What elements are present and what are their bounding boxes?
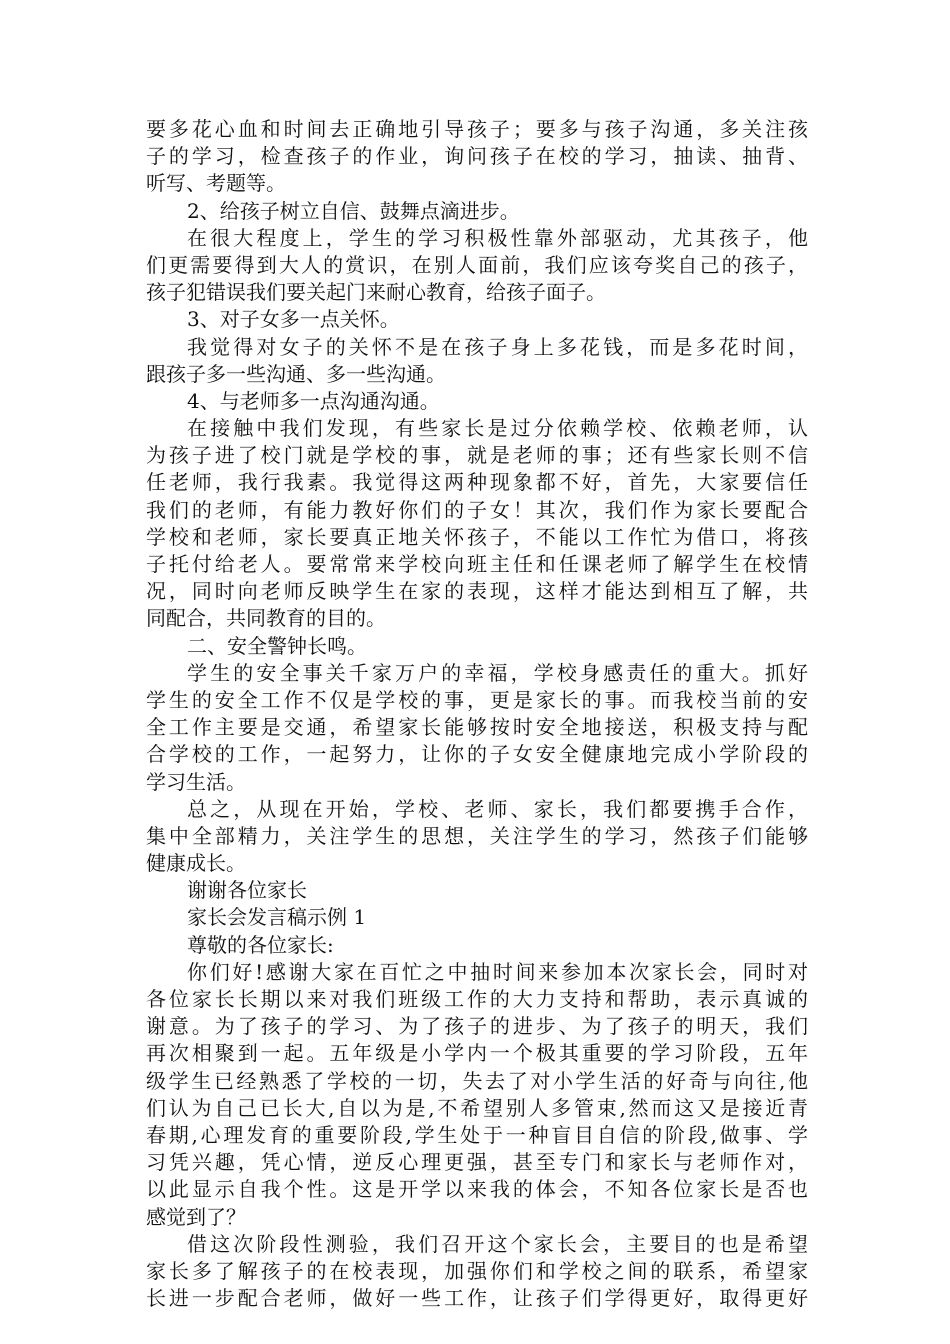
text-line: 子托付给老人。要常常来学校向班主任和任课老师了解学生在校情 xyxy=(146,552,808,576)
text-line: 子的学习，检查孩子的作业，询问孩子在校的学习，抽读、抽背、 xyxy=(146,144,808,169)
closing-line: 谢谢各位家长 xyxy=(187,878,307,903)
text-line: 跟孩子多一些沟通、多一些沟通。 xyxy=(146,361,446,386)
text-line: 你们好!感谢大家在百忙之中抽时间来参加本次家长会，同时对 xyxy=(187,959,808,984)
section-heading: 二、安全警钟长鸣。 xyxy=(187,633,367,658)
text-line: 级学生已经熟悉了学校的一切，失去了对小学生活的好奇与向往,他 xyxy=(146,1068,808,1093)
text-line: 同配合，共同教育的目的。 xyxy=(146,606,386,631)
text-line: 况，同时向老师反映学生在家的表现，这样才能达到相互了解，共 xyxy=(146,579,808,604)
section-heading: 2、给孩子树立自信、鼓舞点滴进步。 xyxy=(187,198,520,223)
text-line: 为孩子进了校门就是学校的事，就是老师的事；还有些家长则不信 xyxy=(146,443,808,468)
text-line: 习凭兴趣，凭心情，逆反心理更强，甚至专门和家长与老师作对， xyxy=(146,1150,808,1175)
document-page xyxy=(146,116,808,1312)
text-line: 任老师，我行我素。我觉得这两种现象都不好，首先，大家要信任 xyxy=(146,470,808,495)
text-line: 再次相聚到一起。五年级是小学内一个极其重要的学习阶段，五年 xyxy=(146,1041,808,1066)
text-line: 在很大程度上，学生的学习积极性靠外部驱动，尤其孩子，他 xyxy=(187,225,808,250)
text-line: 们更需要得到大人的赏识，在别人面前，我们应该夸奖自己的孩子， xyxy=(146,252,808,277)
text-line: 各位家长长期以来对我们班级工作的大力支持和帮助，表示真诚的 xyxy=(146,987,808,1011)
text-line: 以此显示自我个性。这是开学以来我的体会，不知各位家长是否也 xyxy=(146,1177,808,1202)
text-line: 学生的安全事关千家万户的幸福，学校身感责任的重大。抓好 xyxy=(187,660,808,685)
text-line: 集中全部精力，关注学生的思想，关注学生的学习，然孩子们能够 xyxy=(146,823,808,848)
text-line: 要多花心血和时间去正确地引导孩子；要多与孩子沟通，多关注孩 xyxy=(146,117,808,141)
text-line: 学习生活。 xyxy=(146,769,246,794)
salutation: 尊敬的各位家长: xyxy=(187,932,334,957)
text-line: 学生的安全工作不仅是学校的事，更是家长的事。而我校当前的安 xyxy=(146,687,808,712)
text-line: 我们的老师，有能力教好你们的子女！其次，我们作为家长要配合 xyxy=(146,497,808,522)
text-line: 感觉到了？ xyxy=(146,1204,246,1229)
text-line: 借这次阶段性测验，我们召开这个家长会，主要目的也是希望 xyxy=(187,1231,808,1256)
example-title: 家长会发言稿示例 1 xyxy=(187,905,367,930)
text-line: 我觉得对女子的关怀不是在孩子身上多花钱，而是多花时间， xyxy=(187,334,808,359)
text-line: 家长多了解孩子的在校表现，加强你们和学校之间的联系，希望家 xyxy=(146,1258,808,1283)
text-line: 听写、考题等。 xyxy=(146,171,286,196)
text-line: 合学校的工作，一起努力，让你的子女安全健康地完成小学阶段的 xyxy=(146,742,808,767)
text-line: 健康成长。 xyxy=(146,851,246,876)
text-line: 全工作主要是交通，希望家长能够按时安全地接送，积极支持与配 xyxy=(146,715,808,740)
section-heading: 4、与老师多一点沟通沟通。 xyxy=(187,388,440,413)
text-line: 谢意。为了孩子的学习、为了孩子的进步、为了孩子的明天，我们 xyxy=(146,1014,808,1039)
section-heading: 3、对子女多一点关怀。 xyxy=(187,307,400,332)
text-line: 春期,心理发育的重要阶段,学生处于一种盲目自信的阶段,做事、学 xyxy=(146,1122,808,1147)
text-line: 们认为自己已长大,自以为是,不希望别人多管束,然而这又是接近青 xyxy=(146,1095,808,1120)
text-line: 长进一步配合老师，做好一些工作，让孩子们学得更好，取得更好 xyxy=(146,1286,808,1311)
text-line: 在接触中我们发现，有些家长是过分依赖学校、依赖老师，认 xyxy=(187,416,808,441)
text-line: 学校和老师，家长要真正地关怀孩子，不能以工作忙为借口，将孩 xyxy=(146,524,808,549)
text-line: 孩子犯错误我们要关起门来耐心教育，给孩子面子。 xyxy=(146,280,606,305)
text-line: 总之，从现在开始，学校、老师、家长，我们都要携手合作， xyxy=(187,796,808,821)
